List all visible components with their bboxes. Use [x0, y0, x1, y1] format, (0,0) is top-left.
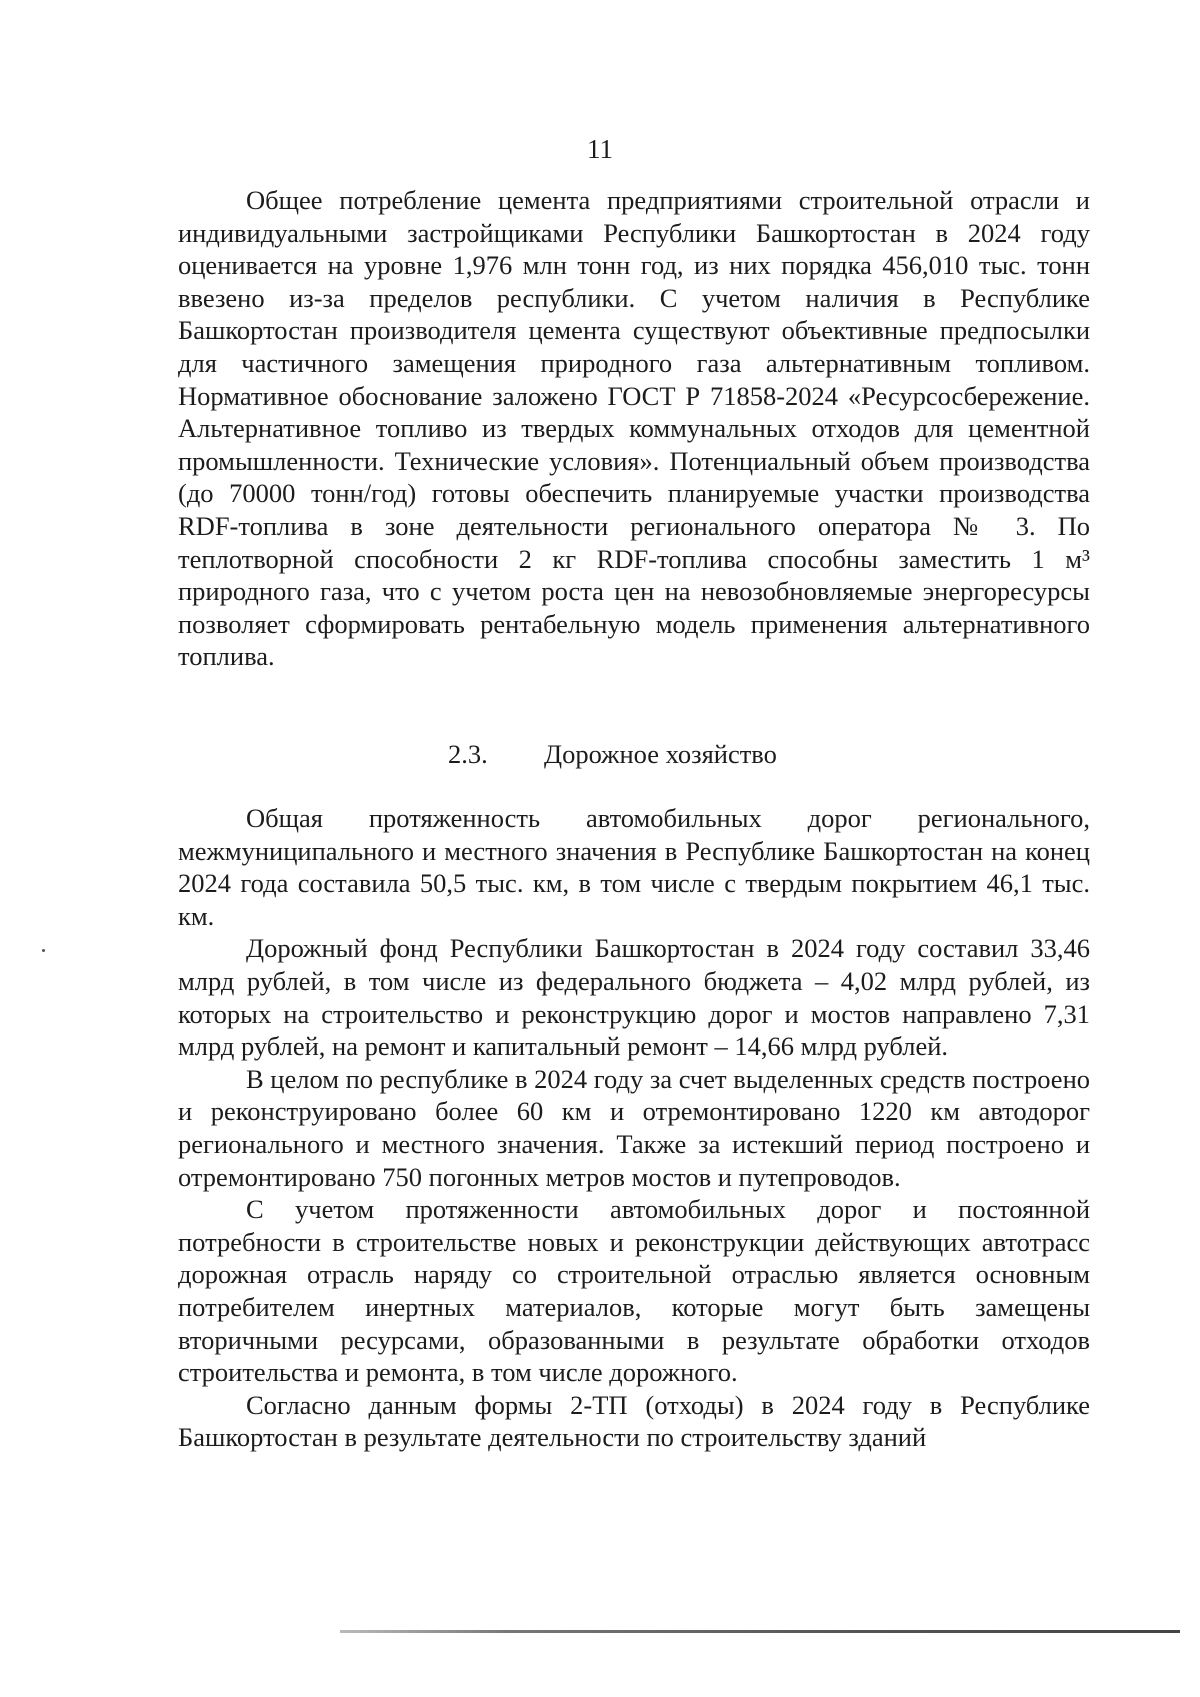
- paragraph-road-length: Общая протяженность автомобильных дорог регионального, межмуниципального и местного значения в Республике Башкортостан на конец 2024 года составила 50,5 тыс. км, в том числе с твердым покрытием 46,1 тыс. км.: [178, 803, 1090, 931]
- paragraph-form-2tp: Согласно данным формы 2-ТП (отходы) в 2024 году в Республике Башкортостан в результате деятельности по строительству зданий: [178, 1389, 1090, 1453]
- section-number: 2.3.: [448, 739, 488, 769]
- section-heading: [448, 738, 777, 770]
- paragraph-cement-consumption: Общее потребление цемента предприятиями строительной отрасли и индивидуальными застройщиками Республики Башкортостан в 2024 году оценивается на уровне 1,976 млн тонн год, из них порядка 456,010 тыс. тонн ввезено из-за пределов республики. С учетом наличия в Республике Башкортостан производителя цемента существуют объективные предпосылки для частичного замещения природного газа альтернативным топливом. Нормативное обоснование заложено ГОСТ Р 71858-2024 «Ресурсосбережение. Альтернативное топливо из твердых коммунальных отходов для цементной промышленности. Технические условия». Потенциальный объем производства (до 70000 тонн/год) готовы обеспечить планируемые участки производства RDF-топлива в зоне деятельности регионального оператора № 3. По теплотворной способности 2 кг RDF-топлива способны заместить 1 м³ природного газа, что с учетом роста цен на невозобновляемые энергоресурсы позволяет сформировать рентабельную модель применения альтернативного топлива.: [178, 185, 1090, 672]
- body-text-road-sector: [178, 802, 1090, 1454]
- paragraph-inert-materials: С учетом протяженности автомобильных дорог и постоянной потребности в строительстве новых и реконструкции действующих автотрасс дорожная отрасль наряду со строительной отраслью является основным потребителем инертных материалов, которые могут быть замещены вторичными ресурсами, образованными в результате обработки отходов строительства и ремонта, в том числе дорожного.: [178, 1194, 1090, 1388]
- scan-margin-mark: [42, 949, 45, 952]
- scan-bottom-edge-line: [340, 1630, 1180, 1633]
- body-text-before-section: [178, 184, 1090, 673]
- section-title: Дорожное хозяйство: [544, 739, 777, 769]
- paragraph-road-fund: Дорожный фонд Республики Башкортостан в 2024 году составил 33,46 млрд рублей, в том числе из федерального бюджета – 4,02 млрд рублей, из которых на строительство и реконструкцию дорог и мостов направлено 7,31 млрд рублей, на ремонт и капитальный ремонт – 14,66 млрд рублей.: [178, 933, 1090, 1062]
- paragraph-roads-built: В целом по республике в 2024 году за счет выделенных средств построено и реконструировано более 60 км и отремонтировано 1220 км автодорог регионального и местного значения. Также за истекший период построено и отремонтировано 750 погонных метров мостов и путепроводов.: [178, 1063, 1090, 1192]
- page-number: 11: [587, 134, 613, 164]
